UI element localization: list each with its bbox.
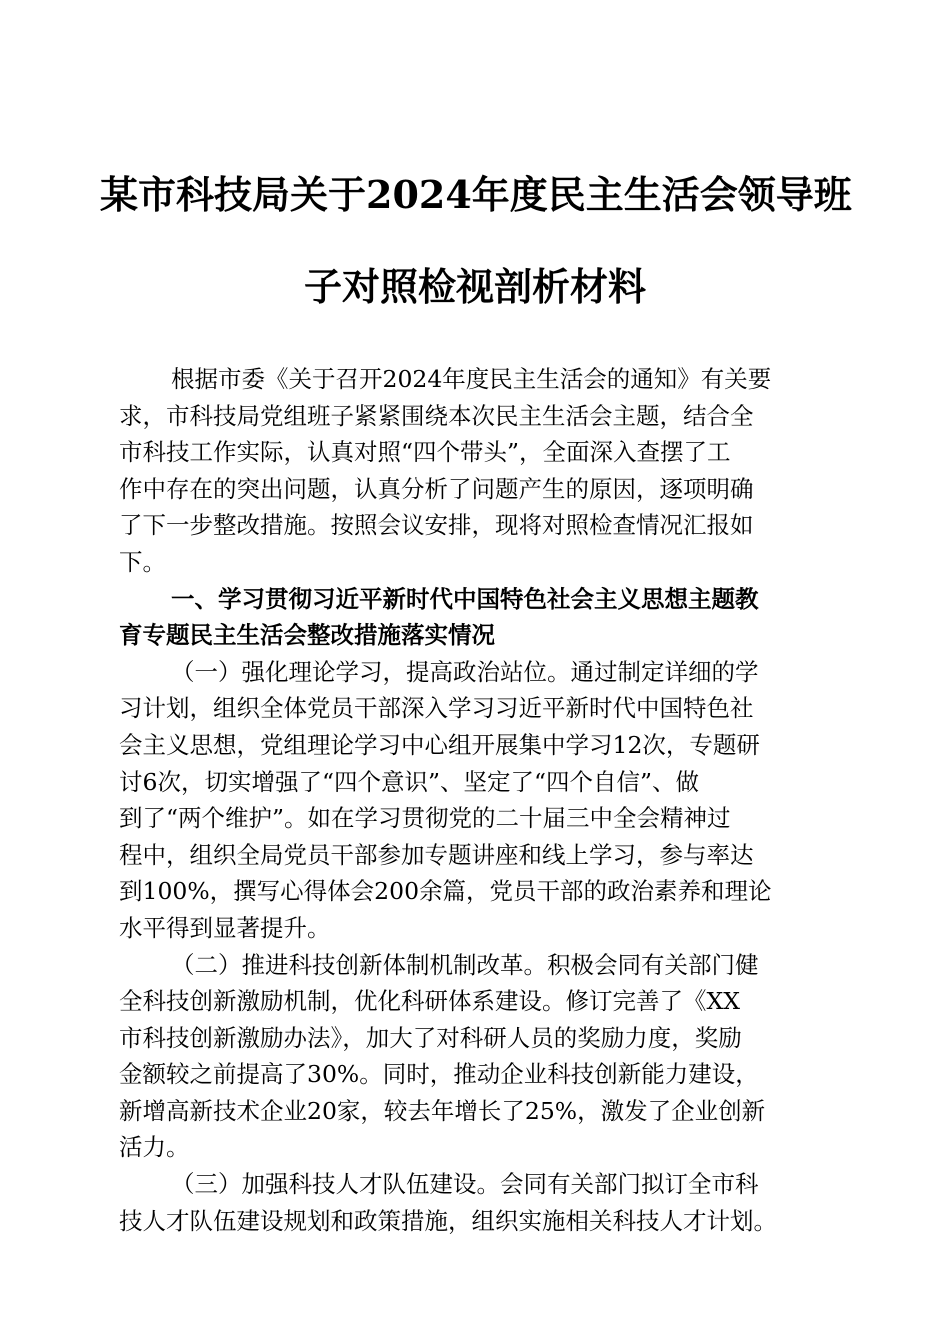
body-line: 求，市科技局党组班子紧紧围绕本次民主生活会主题，结合全 <box>119 401 754 430</box>
body-line: 全科技创新激励机制，优化科研体系建设。修订完善了《XX <box>119 987 740 1016</box>
body-line: 到了“两个维护”。如在学习贯彻党的二十届三中全会精神过 <box>119 804 731 833</box>
body-line: 市科技创新激励办法》，加大了对科研人员的奖励力度，奖励 <box>119 1023 742 1052</box>
section-heading-line: 一、学习贯彻习近平新时代中国特色社会主义思想主题教 <box>171 584 759 613</box>
body-line: 下。 <box>119 547 166 576</box>
body-line: 技人才队伍建设规划和政策措施，组织实施相关科技人才计划。 <box>119 1206 777 1235</box>
document-title-line-1: 某市科技局关于2024年度民主生活会领导班 <box>100 172 852 217</box>
body-line: 水平得到显著提升。 <box>119 913 331 942</box>
body-line: 到100%，撰写心得体会200余篇，党员干部的政治素养和理论 <box>119 877 772 906</box>
body-line: 市科技工作实际，认真对照“四个带头”，全面深入查摆了工 <box>119 438 731 467</box>
body-line: （二）推进科技创新体制机制改革。积极会同有关部门健 <box>171 950 759 979</box>
body-line: （三）加强科技人才队伍建设。会同有关部门拟订全市科 <box>171 1170 759 1199</box>
body-line: 了下一步整改措施。按照会议安排，现将对照检查情况汇报如 <box>119 511 754 540</box>
body-line: 习计划，组织全体党员干部深入学习习近平新时代中国特色社 <box>119 694 754 723</box>
body-line: 会主义思想，党组理论学习中心组开展集中学习12次，专题研 <box>119 730 760 759</box>
section-heading-line: 育专题民主生活会整改措施落实情况 <box>119 621 495 650</box>
body-line: 新增高新技术企业20家，较去年增长了25%，激发了企业创新 <box>119 1096 766 1125</box>
body-line: 活力。 <box>119 1133 190 1162</box>
body-line: 作中存在的突出问题，认真分析了问题产生的原因，逐项明确 <box>119 474 754 503</box>
body-line: （一）强化理论学习，提高政治站位。通过制定详细的学 <box>171 657 759 686</box>
body-line: 程中，组织全局党员干部参加专题讲座和线上学习，参与率达 <box>119 840 754 869</box>
document-title-line-2: 子对照检视剖析材料 <box>303 264 646 309</box>
body-line: 金额较之前提高了30%。同时，推动企业科技创新能力建设， <box>119 1060 759 1089</box>
document-body <box>119 361 831 1239</box>
body-line: 讨6次，切实增强了“四个意识”、坚定了“四个自信”、做 <box>119 767 700 796</box>
body-line: 根据市委《关于召开2024年度民主生活会的通知》有关要 <box>171 365 772 393</box>
